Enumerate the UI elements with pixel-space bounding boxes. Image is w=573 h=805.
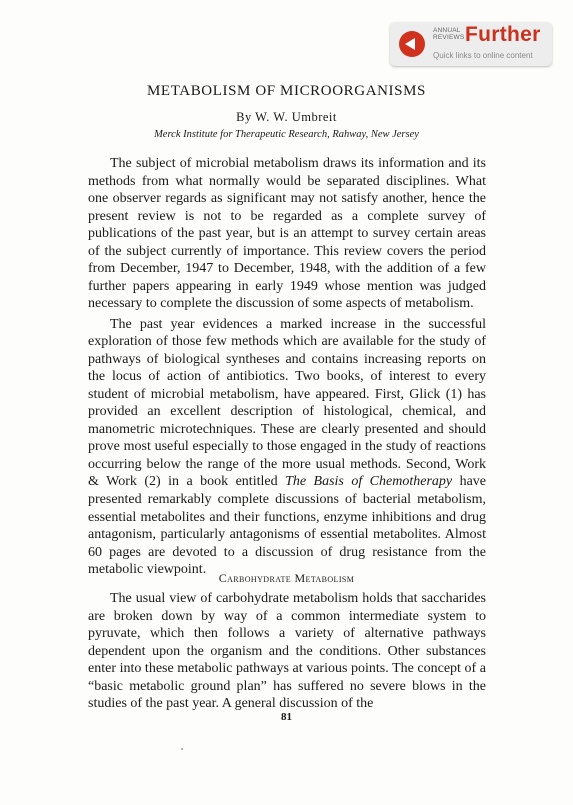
paragraph-text xyxy=(88,316,486,579)
scan-speck xyxy=(181,748,183,750)
further-badge[interactable] xyxy=(390,22,552,66)
paragraph-books xyxy=(88,316,486,579)
annual-reviews-logo-icon xyxy=(399,31,425,57)
badge-text xyxy=(431,24,551,64)
paragraph-intro xyxy=(88,155,486,313)
badge-brand xyxy=(433,27,464,41)
page-number: 81 xyxy=(281,711,292,723)
paragraph-text-part: have presented remarkably complete discussions of bacterial metabolism, essential metabolites and their functions, enzyme inhibitions and drug antagonism, particularly antagonisms of essential metabolites. Almost 60 pages are devoted to a discussion of drug resistance from the metabolic viewpoint. xyxy=(88,474,487,578)
badge-annual: ANNUAL xyxy=(433,27,461,34)
paragraph-text: The usual view of carbohydrate metabolism holds that saccharides are broken down by way of a common intermediate system to pyruvate, which then follows a variety of alternative pathways dependent upon the organism and the conditions. Other substances enter into these metabolic pathways at various points. The concept of a “basic metabolic ground plan” has suffered no severe blows in the studies of the past year. A general discussion of the xyxy=(88,591,486,712)
paragraph-text: The subject of microbial metabolism draws its information and its methods from what normally would be separated disciplines. What one observer regards as significant may not satisfy another, hence the present review is not to be regarded as a complete survey of publications of the past year, but is an attempt to survey certain areas of the subject currently of importance. This review covers the period from December, 1947 to December, 1948, with the addition of a few further papers appearing in early 1949 whose mention was judged necessary to complete the discussion of some aspects of metabolism. xyxy=(88,156,486,312)
author-affiliation: Merck Institute for Therapeutic Research, Rahway, New Jersey xyxy=(154,129,419,140)
paragraph-text-part: The past year evidences a marked increase in the successful exploration of those few methods which are available for the study of pathways of biological syntheses and contains increasing reports on the locus of action of antibiotics. Two books, of interest to every student of microbial metabolism, have appeared. First, Glick (1) has provided an excellent description of histological, chemical, and manometric microtechniques. These are clearly presented and should prove most useful especially to those engaged in the study of reactions occurring below the range of the more usual methods. Second, Work & Work (2) in a book entitled xyxy=(88,316,486,490)
badge-subtitle: Quick links to online content xyxy=(433,51,533,60)
badge-reviews: REVIEWS xyxy=(433,34,465,41)
paragraph-carbohydrate xyxy=(88,590,486,713)
author-byline: By W. W. Umbreit xyxy=(236,110,337,124)
section-heading: Carbohydrate Metabolism xyxy=(218,571,355,585)
article-title: METABOLISM OF MICROORGANISMS xyxy=(147,83,426,99)
book-title: The Basis of Chemotherapy xyxy=(285,474,453,490)
badge-further-label: Further xyxy=(465,23,541,46)
